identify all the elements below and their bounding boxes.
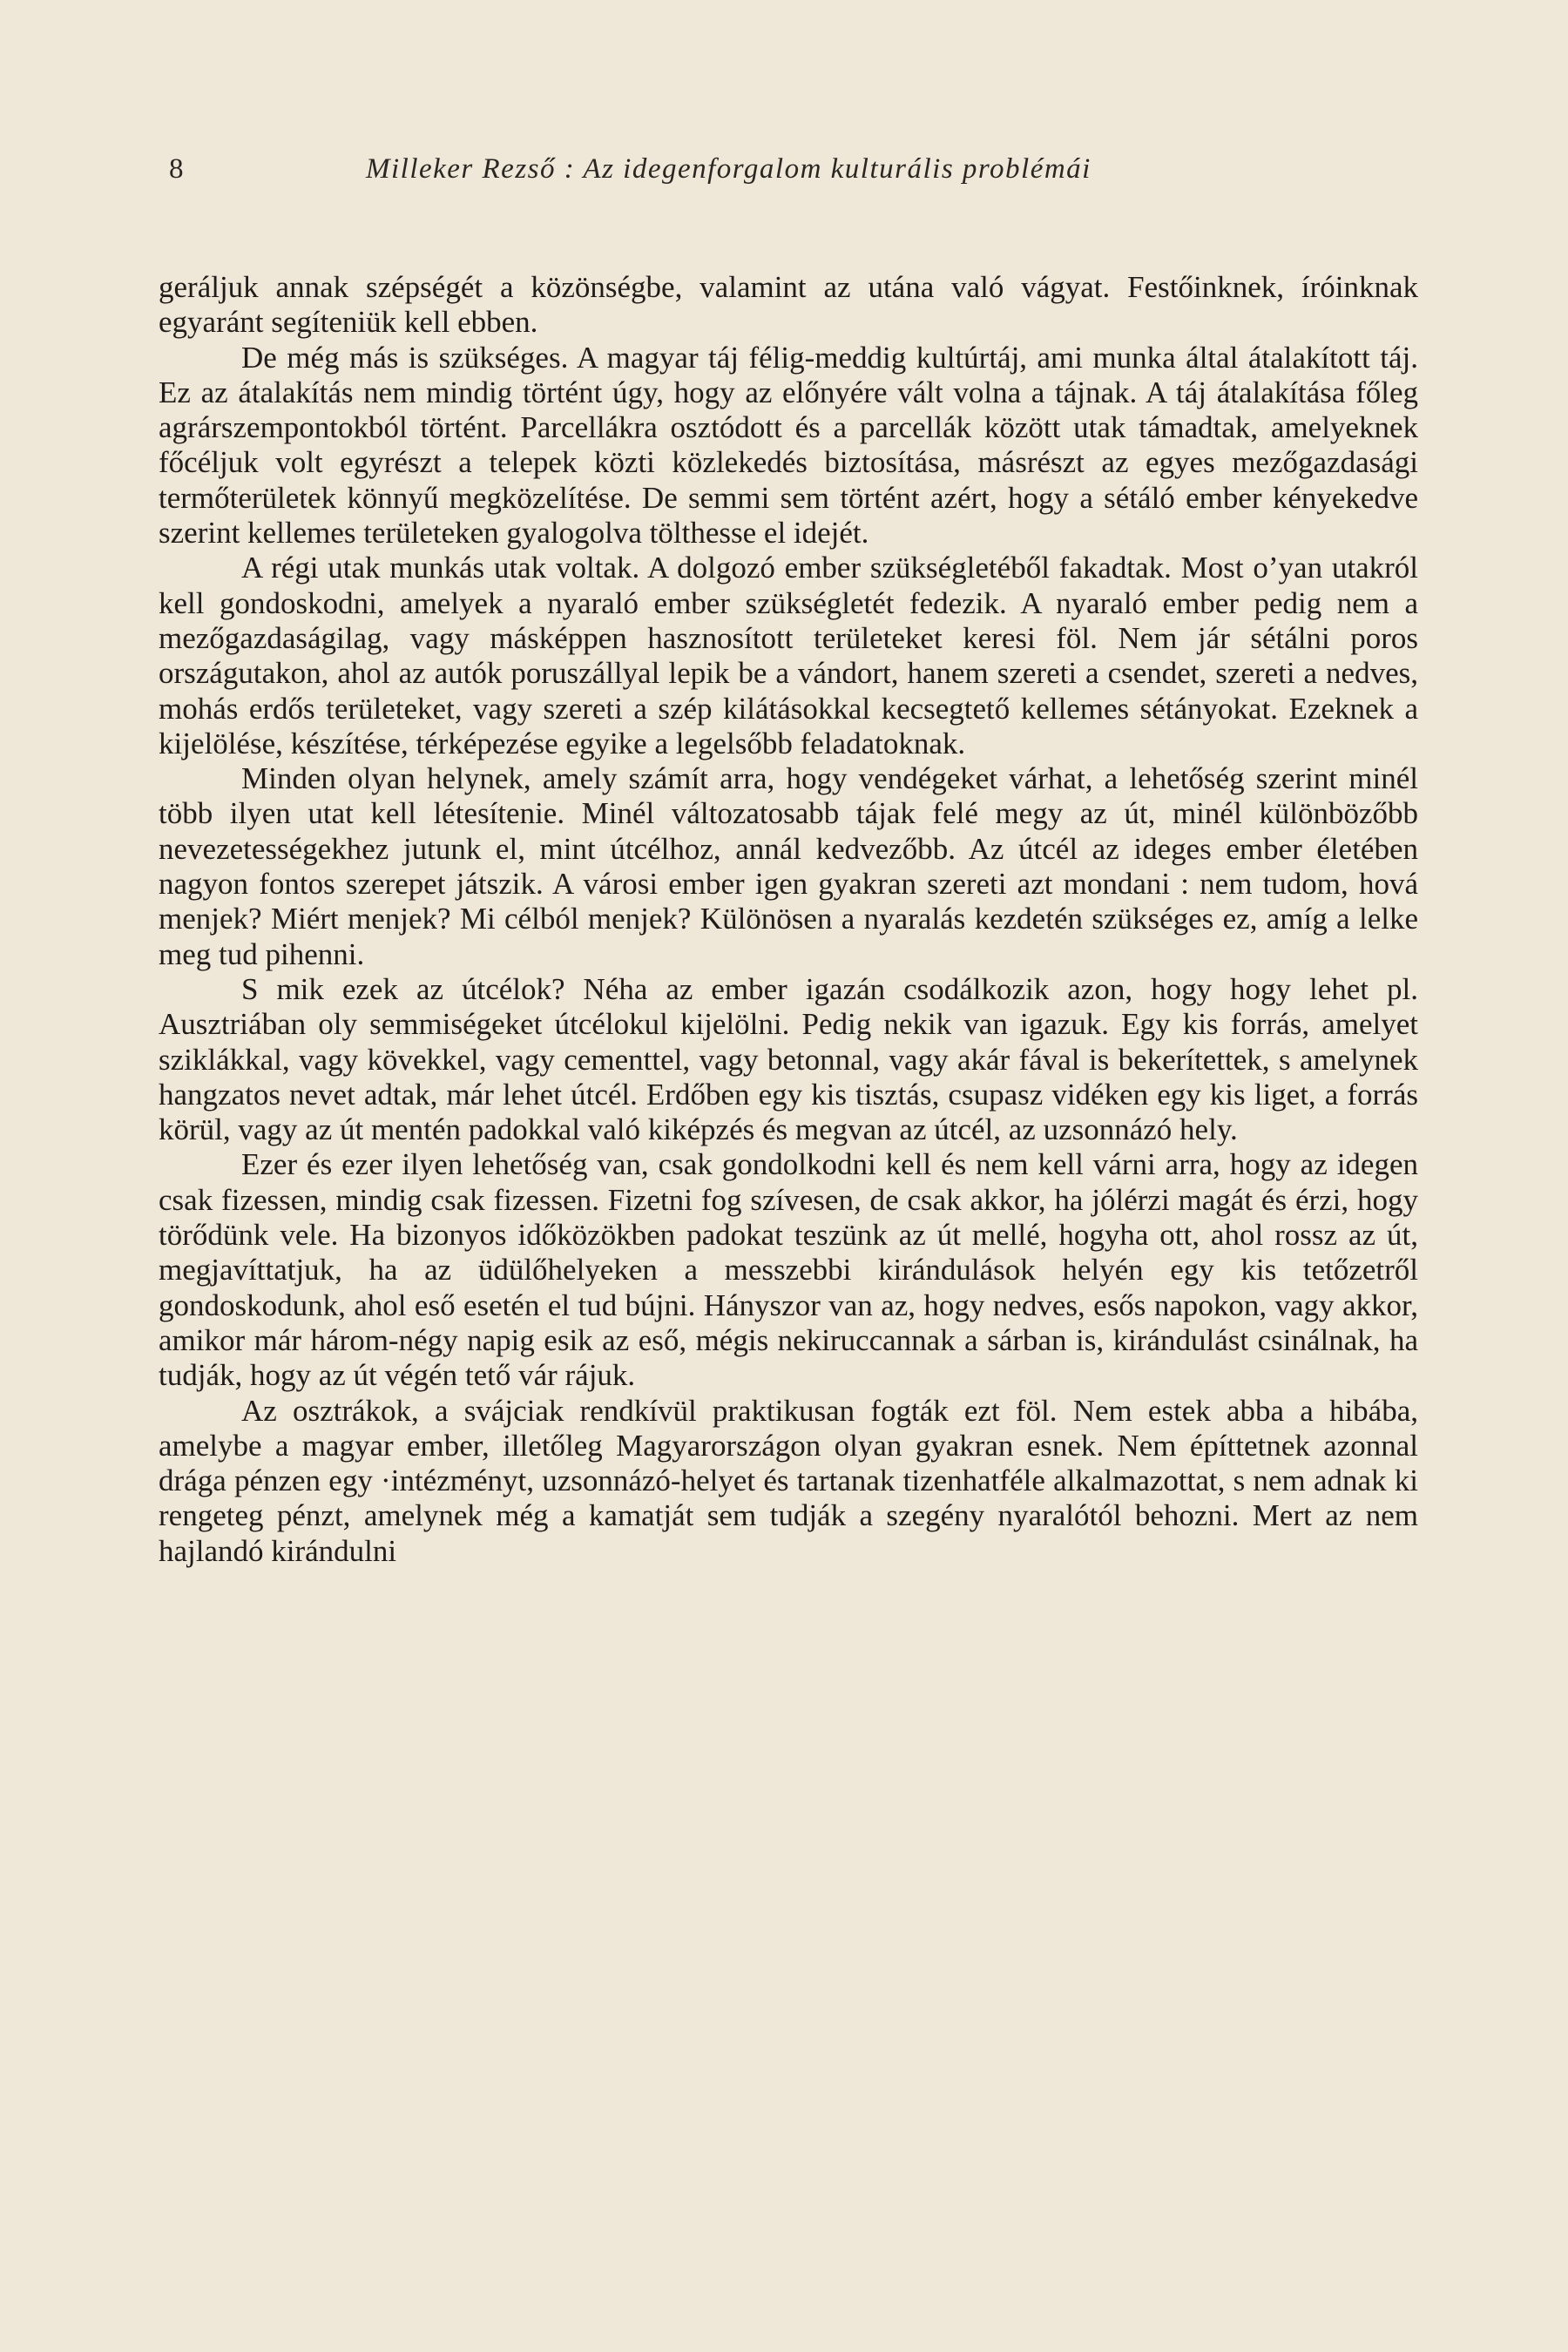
paragraph: Minden olyan helynek, amely számít arra, hogy vendégeket várhat, a lehetőség szerint minél több ilyen utat kell létesítenie. Minél változatosabb tájak felé megy az út, minél különbözőbb nevezetességekhez jutunk el, mint útcélhoz, annál kedvezőbb. Az útcél az ideges ember életében nagyon fontos szerepet játszik. A városi ember igen gyakran szereti azt mondani : nem tudom, hová menjek? Miért menjek? Mi célból menjek? Különösen a nyaralás kezdetén szükséges ez, amíg a lelke meg tud pihenni. (159, 761, 1418, 971)
paragraph: geráljuk annak szépségét a közönségbe, valamint az utána való vágyat. Festőinknek, íróinknak egyaránt segíteniük kell ebben. (159, 270, 1418, 340)
paragraph: Ezer és ezer ilyen lehetőség van, csak gondolkodni kell és nem kell várni arra, hogy az idegen csak fizessen, mindig csak fizessen. Fizetni fog szívesen, de csak akkor, ha jólérzi magát és érzi, hogy törődünk vele. Ha bizonyos időközökben padokat teszünk az út mellé, hogyha ott, ahol rossz az út, megjavíttatjuk, ha az üdülőhelyeken a messzebbi kirándulások helyén egy kis tetőzetről gondoskodunk, ahol eső esetén el tud bújni. Hányszor van az, hogy nedves, esős napokon, vagy akkor, amikor már három-négy napig esik az eső, mégis nekiruccannak a sárban is, kirándulást csinálnak, ha tudják, hogy az út végén tető vár rájuk. (159, 1147, 1418, 1393)
paragraph: Az osztrákok, a svájciak rendkívül praktikusan fogták ezt föl. Nem estek abba a hibába, amelybe a magyar ember, illetőleg Magyarországon olyan gyakran esnek. Nem építtetnek azonnal drága pénzen egy ·intézményt, uzsonnázó-helyet és tartanak tizenhatféle alkalmazottat, s nem adnak ki rengeteg pénzt, amelynek még a kamatját sem tudják a szegény nyaralótól behozni. Mert az nem hajlandó kirándulni (159, 1393, 1418, 1568)
body-text (159, 270, 1418, 1569)
paragraph: S mik ezek az útcélok? Néha az ember igazán csodálkozik azon, hogy hogy lehet pl. Ausztriában oly semmiségeket útcélokul kijelölni. Pedig nekik van igazuk. Egy kis forrás, amelyet sziklákkal, vagy kövekkel, vagy cementtel, vagy betonnal, vagy akár fával is bekerítettek, s amelynek hangzatos nevet adtak, már lehet útcél. Erdőben egy kis tisztás, csupasz vidéken egy kis liget, a forrás körül, vagy az út mentén padokkal való kiképzés és megvan az útcél, az uzsonnázó hely. (159, 971, 1418, 1147)
running-header (169, 153, 1418, 192)
page-number: 8 (169, 153, 185, 185)
paragraph: De még más is szükséges. A magyar táj félig-meddig kultúrtáj, ami munka által átalakított táj. Ez az átalakítás nem mindig történt úgy, hogy az előnyére vált volna a tájnak. A táj átalakítása főleg agrárszempontokból történt. Parcellákra osztódott és a parcellák között utak támadtak, amelyeknek főcéljuk volt egyrészt a telepek közti közlekedés biztosítása, másrészt az egyes mezőgazdasági termőterületek könnyű megközelítése. De semmi sem történt azért, hogy a sétáló ember kényekedve szerint kellemes területeken gyalogolva tölthesse el idejét. (159, 340, 1418, 551)
paragraph: A régi utak munkás utak voltak. A dolgozó ember szükségletéből fakadtak. Most o’yan utakról kell gondoskodni, amelyek a nyaraló ember szükségletét fedezik. A nyaraló ember pedig nem a mezőgazdaságilag, vagy másképpen hasznosított területeket keresi föl. Nem jár sétálni poros országutakon, ahol az autók poruszállyal lepik be a vándort, hanem szereti a csendet, szereti a nedves, mohás erdős területeket, vagy szereti a szép kilátásokkal kecsegtető kellemes sétányokat. Ezeknek a kijelölése, készítése, térképezése egyike a legelsőbb feladatoknak. (159, 551, 1418, 760)
running-title: Milleker Rezső : Az idegenforgalom kulturális problémái (366, 153, 1092, 185)
